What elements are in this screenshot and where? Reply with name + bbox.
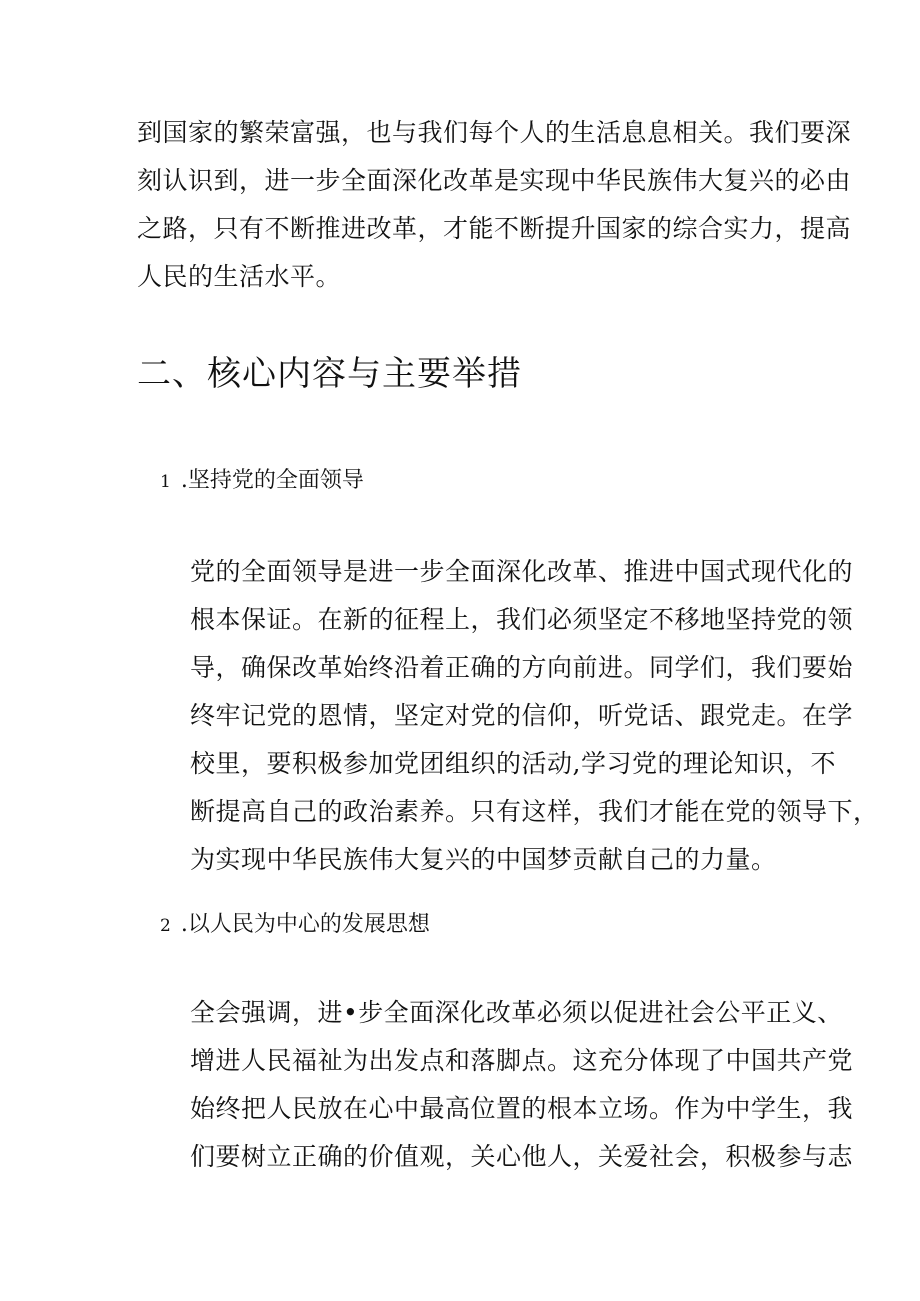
item-2-line: 全会强调，进•步全面深化改革必须以促进社会公平正义、 bbox=[190, 998, 843, 1027]
intro-line: 到国家的繁荣富强，也与我们每个人的生活息息相关。我们要深 bbox=[137, 118, 852, 147]
item-2-line: 始终把人民放在心中最高位置的根本立场。作为中学生，我 bbox=[190, 1094, 854, 1123]
intro-line: 刻认识到，进一步全面深化改革是实现中华民族伟大复兴的必由 bbox=[137, 166, 852, 195]
item-1-line: 终牢记党的恩情，坚定对党的信仰，听党话、跟党走。在学 bbox=[190, 701, 854, 730]
item-1-line: 导，确保改革始终沿着正确的方向前进。同学们，我们要始 bbox=[190, 653, 854, 682]
item-1-line: 为实现中华民族伟大复兴的中国梦贡献自己的力量。 bbox=[190, 845, 777, 874]
item-1-line: 根本保证。在新的征程上，我们必须坚定不移地坚持党的领 bbox=[190, 605, 854, 634]
item-1-number: 1 bbox=[160, 472, 171, 492]
item-2-title: .以人民为中心的发展思想 bbox=[180, 912, 430, 937]
item-1-line: 断提高自己的政治素养。只有这样，我们才能在党的领导下， bbox=[190, 797, 879, 826]
section-heading: 二、核心内容与主要举措 bbox=[137, 354, 522, 394]
item-1-line: 党的全面领导是进一步全面深化改革、推进中国式现代化的 bbox=[190, 557, 854, 586]
item-1-heading bbox=[160, 466, 364, 497]
item-2-heading bbox=[160, 910, 430, 941]
intro-line: 人民的生活水平。 bbox=[137, 262, 342, 291]
intro-line: 之路，只有不断推进改革，才能不断提升国家的综合实力，提高 bbox=[137, 214, 852, 243]
item-2-line: 增进人民福祉为出发点和落脚点。这充分体现了中国共产党 bbox=[190, 1046, 854, 1075]
item-1-line: 校里，要积极参加党团组织的活动,学习党的理论知识，不 bbox=[190, 749, 836, 778]
item-2-line: 们要树立正确的价值观，关心他人，关爱社会，积极参与志 bbox=[190, 1142, 854, 1171]
item-1-title: .坚持党的全面领导 bbox=[180, 468, 364, 493]
item-2-number: 2 bbox=[160, 916, 171, 936]
